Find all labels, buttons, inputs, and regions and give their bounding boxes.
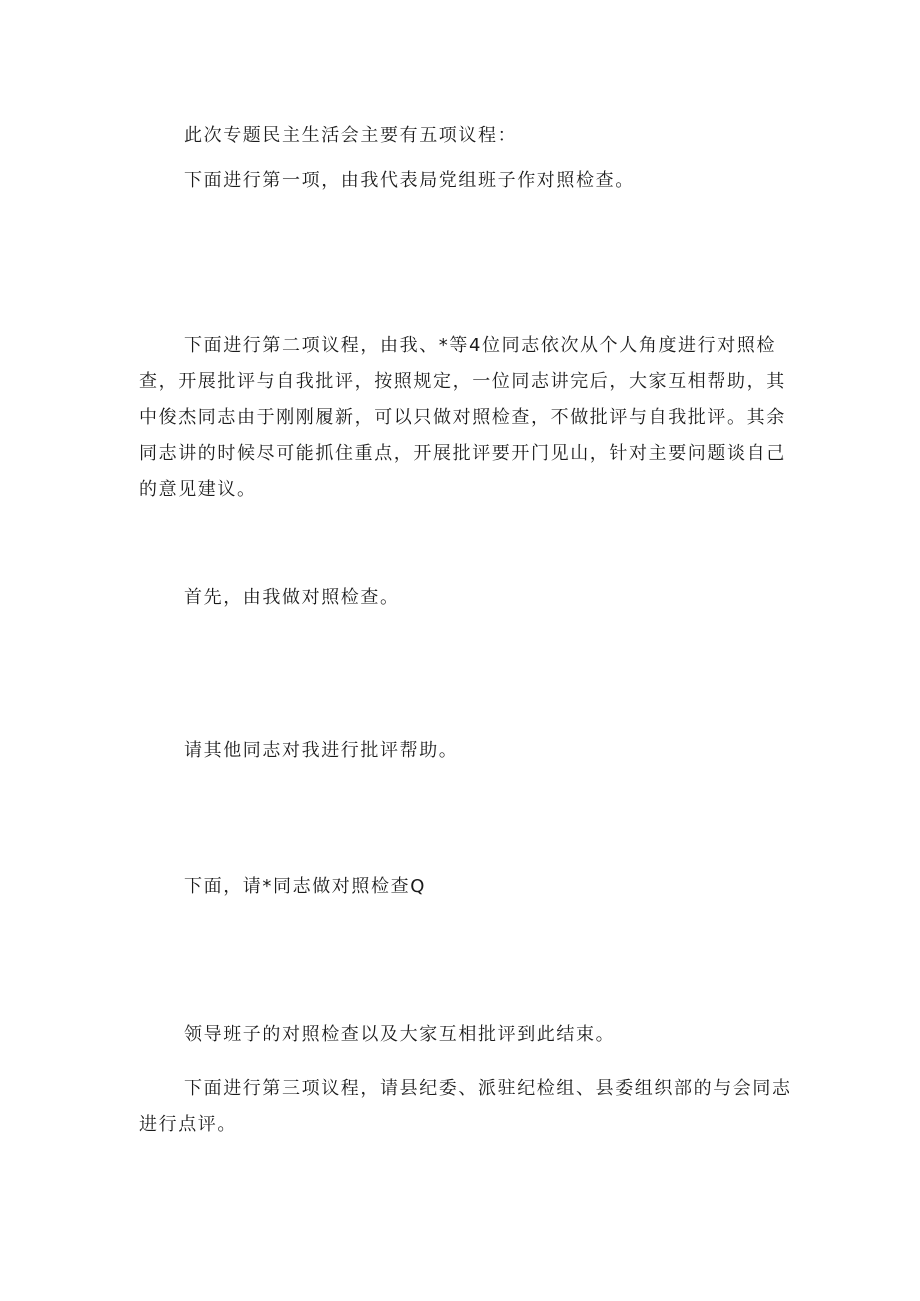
paragraph-criticism-request: 请其他同志对我进行批评帮助。	[184, 740, 459, 761]
paragraph-next-comrade: 下面，请*同志做对照检查Q	[184, 876, 426, 897]
paragraph-item-one: 下面进行第一项，由我代表局党组班子作对照检查。	[184, 170, 635, 191]
paragraph-item-three: 下面进行第三项议程，请县纪委、派驻纪检组、县委组织部的与会同志进行点评。	[139, 1078, 792, 1135]
paragraph-item-two: 下面进行第二项议程，由我、*等4位同志依次从个人角度进行对照检查，开展批评与自我批评，按照规定，一位同志讲完后，大家互相帮助，其中俊杰同志由于刚刚履新，可以只做对照检查，不做批评与自我批评。其余同志讲的时候尽可能抓住重点，开展批评要开门见山，针对主要问题谈自己的意见建议。	[139, 335, 786, 500]
paragraph-agenda-intro: 此次专题民主生活会主要有五项议程：	[184, 125, 518, 146]
paragraph-self-check: 首先，由我做对照检查。	[184, 587, 400, 608]
paragraph-conclusion: 领导班子的对照检查以及大家互相批评到此结束。	[184, 1024, 616, 1045]
